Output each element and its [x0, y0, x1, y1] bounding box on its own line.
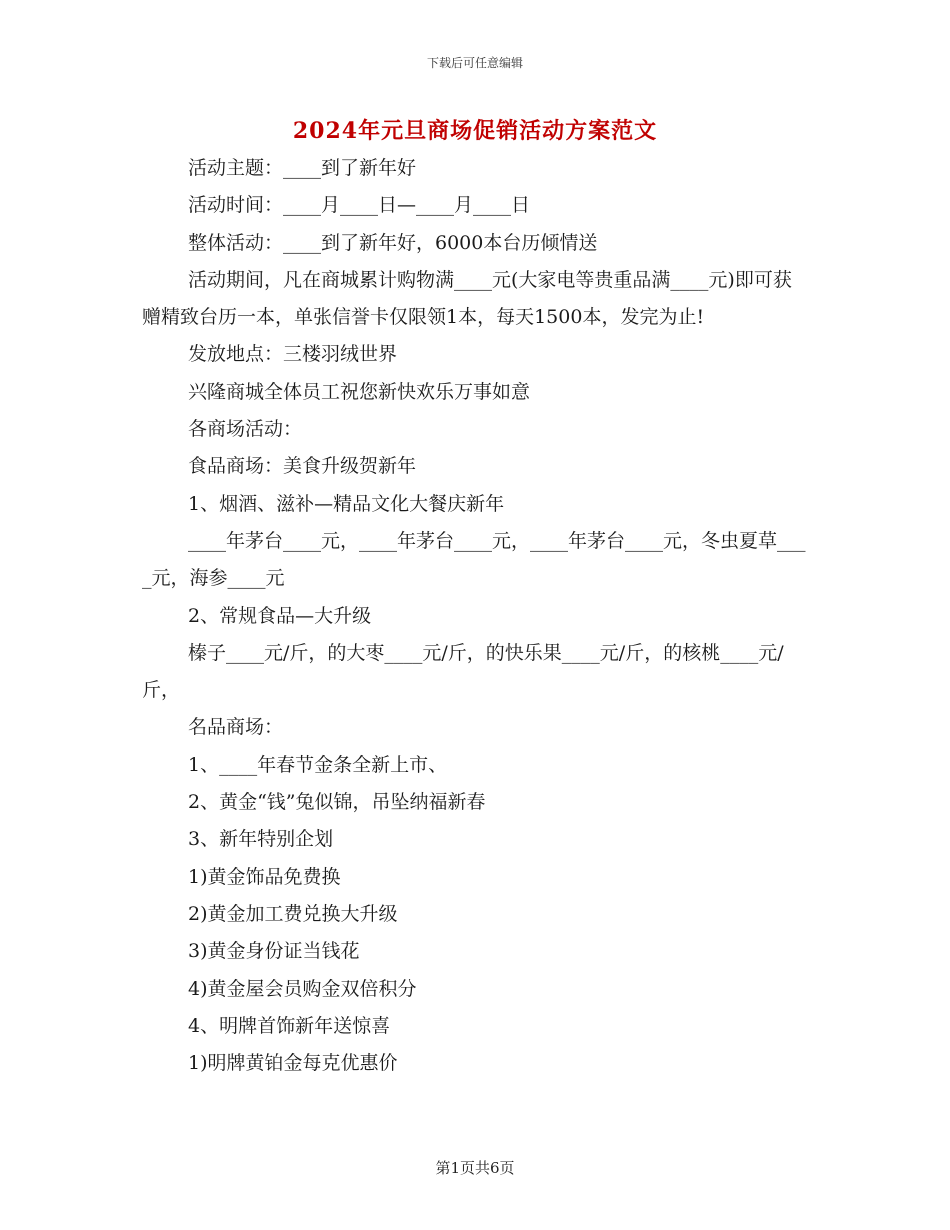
paragraph: 兴隆商城全体员工祝您新快欢乐万事如意: [188, 380, 531, 403]
paragraph: 2、黄金“钱”兔似锦，吊坠纳福新春: [188, 791, 486, 814]
paragraph: 发放地点：三楼羽绒世界: [188, 343, 398, 366]
page-footer: 第1页共6页: [435, 1159, 515, 1177]
paragraph: 名品商场：: [188, 716, 284, 739]
paragraph: 1、____年春节金条全新上市、: [188, 753, 448, 776]
paragraph: 3、新年特别企划: [188, 828, 334, 851]
paragraph: 活动期间，凡在商城累计购物满____元(大家电等贵重品满____元)即可获赠精致台历一本，单张信誉卡仅限领1本，每天1500本，发完为止!: [142, 268, 792, 329]
document-body: [142, 150, 810, 1082]
paragraph: 整体活动：____到了新年好，6000本台历倾情送: [188, 231, 598, 254]
paragraph: ____年茅台____元，____年茅台____元，____年茅台____元，冬虫夏草____元，海参____元: [142, 529, 806, 590]
paragraph: 活动时间：____月____日—____月____日: [188, 194, 531, 217]
paragraph: 3)黄金身份证当钱花: [188, 940, 360, 963]
paragraph: 4、明牌首饰新年送惊喜: [188, 1014, 391, 1037]
document-title: 2024年元旦商场促销活动方案范文: [292, 118, 658, 144]
paragraph: 4)黄金屋会员购金双倍积分: [188, 977, 417, 1000]
paragraph: 活动主题：____到了新年好: [188, 157, 417, 179]
paragraph: 2)黄金加工费兑换大升级: [188, 902, 398, 925]
paragraph: 2、常规食品—大升级: [188, 604, 372, 627]
paragraph: 榛子____元/斤，的大枣____元/斤，的快乐果____元/斤，的核桃____元/斤，: [142, 641, 784, 702]
paragraph: 1、烟酒、滋补—精品文化大餐庆新年: [188, 492, 505, 515]
page-header: 下载后可任意编辑: [426, 56, 523, 70]
paragraph: 1)黄金饰品免费换: [188, 865, 341, 888]
paragraph: 各商场活动：: [188, 418, 303, 441]
paragraph: 1)明牌黄铂金每克优惠价: [188, 1052, 398, 1075]
paragraph: 食品商场：美食升级贺新年: [188, 455, 417, 478]
